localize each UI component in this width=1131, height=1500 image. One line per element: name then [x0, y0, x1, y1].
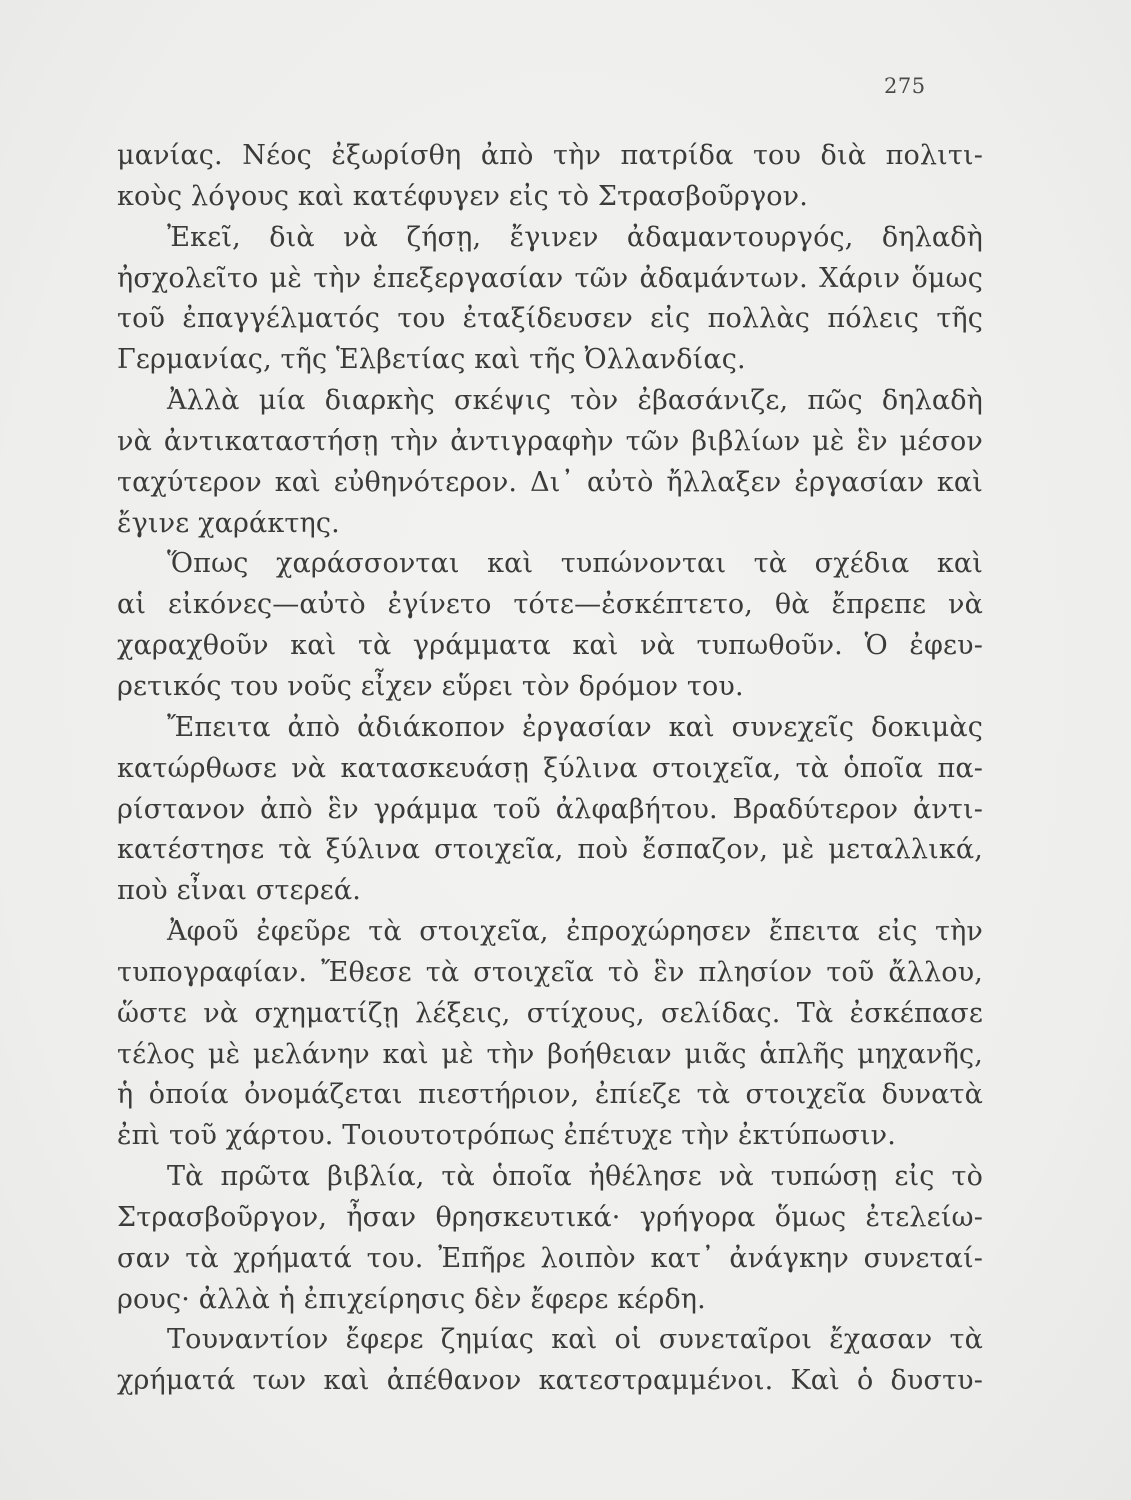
text-line: ρετικός του νοῦς εἶχεν εὕρει τὸν δρόμον του. [117, 670, 744, 702]
text-line: αἱ εἰκόνες—αὐτὸ ἐγίνετο τότε—ἐσκέπτετο, θὰ ἔπρεπε νὰ [117, 589, 983, 621]
text-line: κοὺς λόγους καὶ κατέφυγεν εἰς τὸ Στρασβοῦργον. [117, 180, 808, 212]
text-line: ποὺ εἶναι στερεά. [117, 875, 361, 907]
text-line: Ἀλλὰ μία διαρκὴς σκέψις τὸν ἐβασάνιζε, πῶς δηλαδὴ [167, 385, 983, 417]
text-line: Ἀφοῦ ἐφεῦρε τὰ στοιχεῖα, ἐπροχώρησεν ἔπειτα εἰς τὴν [167, 916, 983, 948]
text-line: τυπογραφίαν. Ἔθεσε τὰ στοιχεῖα τὸ ἓν πλησίον τοῦ ἄλλου, [117, 956, 983, 988]
page-number: 275 [884, 74, 926, 98]
text-line: ἠσχολεῖτο μὲ τὴν ἐπεξεργασίαν τῶν ἀδαμάντων. Χάριν ὅμως [117, 262, 983, 294]
text-line: ὥστε νὰ σχηματίζῃ λέξεις, στίχους, σελίδας. Τὰ ἐσκέπασε [117, 997, 983, 1029]
text-line: σαν τὰ χρήματά του. Ἐπῆρε λοιπὸν κατ᾿ ἀνάγκην συνεταί- [117, 1242, 983, 1274]
text-line: χαραχθοῦν καὶ τὰ γράμματα καὶ νὰ τυπωθοῦν. Ὁ ἐφευ- [117, 630, 983, 662]
text-line: μανίας. Νέος ἐξωρίσθη ἀπὸ τὴν πατρίδα του διὰ πολιτι- [117, 140, 983, 171]
text-line: τοῦ ἐπαγγέλματός του ἐταξίδευσεν εἰς πολλὰς πόλεις τῆς [117, 303, 983, 335]
text-line: χρήματά των καὶ ἀπέθανον κατεστραμμένοι. Καὶ ὁ δυστυ- [117, 1365, 983, 1397]
page-body-text [117, 136, 983, 1402]
text-line: κατέστησε τὰ ξύλινα στοιχεῖα, ποὺ ἔσπαζον, μὲ μεταλλικά, [117, 834, 983, 866]
text-line: ρίστανον ἀπὸ ἓν γράμμα τοῦ ἀλφαβήτου. Βραδύτερον ἀντι- [117, 793, 983, 825]
text-line: Ὅπως χαράσσονται καὶ τυπώνονται τὰ σχέδια καὶ [167, 548, 983, 580]
text-line: τέλος μὲ μελάνην καὶ μὲ τὴν βοήθειαν μιᾶς ἁπλῆς μηχανῆς, [117, 1038, 983, 1070]
text-line: κατώρθωσε νὰ κατασκευάσῃ ξύλινα στοιχεῖα, τὰ ὁποῖα πα- [117, 752, 983, 784]
text-line: Τὰ πρῶτα βιβλία, τὰ ὁποῖα ἠθέλησε νὰ τυπώσῃ εἰς τὸ [167, 1161, 983, 1193]
text-line: Στρασβοῦργον, ἦσαν θρησκευτικά· γρήγορα ὅμως ἐτελείω- [117, 1201, 983, 1233]
text-line: ἔγινε χαράκτης. [117, 507, 340, 539]
text-line: νὰ ἀντικαταστήσῃ τὴν ἀντιγραφὴν τῶν βιβλίων μὲ ἓν μέσον [117, 425, 983, 457]
text-line: Γερμανίας, τῆς Ἑλβετίας καὶ τῆς Ὀλλανδίας. [117, 344, 746, 376]
text-line: Ἔπειτα ἀπὸ ἀδιάκοπον ἐργασίαν καὶ συνεχεῖς δοκιμὰς [167, 711, 983, 743]
text-line: Ἐκεῖ, διὰ νὰ ζήσῃ, ἔγινεν ἀδαμαντουργός, δηλαδὴ [167, 221, 983, 253]
text-line: ταχύτερον καὶ εὐθηνότερον. Δι᾿ αὐτὸ ἤλλαξεν ἐργασίαν καὶ [117, 466, 983, 498]
text-line: ρους· ἀλλὰ ἡ ἐπιχείρησις δὲν ἔφερε κέρδη. [117, 1283, 706, 1315]
text-line: ἡ ὁποία ὀνομάζεται πιεστήριον, ἐπίεζε τὰ στοιχεῖα δυνατὰ [117, 1079, 983, 1111]
text-line: Τουναντίον ἔφερε ζημίας καὶ οἱ συνεταῖροι ἔχασαν τὰ [167, 1324, 983, 1356]
text-line: ἐπὶ τοῦ χάρτου. Τοιουτοτρόπως ἐπέτυχε τὴν ἐκτύπωσιν. [117, 1120, 896, 1152]
